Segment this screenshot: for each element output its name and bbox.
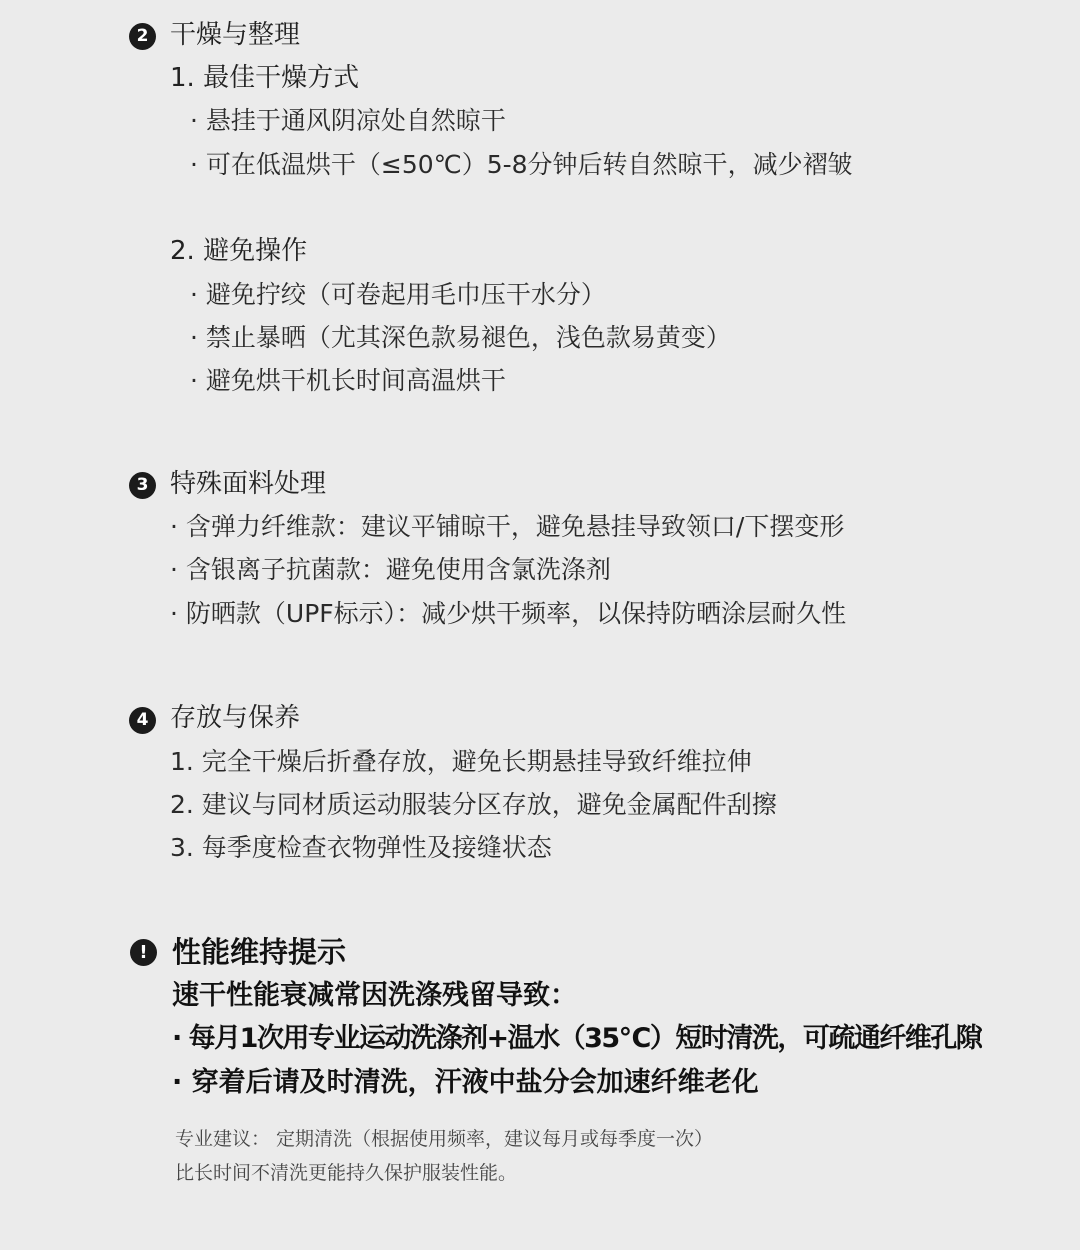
list-item: · 悬挂于通风阴凉处自然晾干 [190, 106, 506, 135]
section-title: 存放与保养 [170, 703, 301, 733]
note-line: 比长时间不清洗更能持久保护服装性能。 [175, 1162, 518, 1184]
section-number-badge: 2 [129, 23, 156, 50]
list-item: 1. 完全干燥后折叠存放，避免长期悬挂导致纤维拉伸 [170, 747, 752, 776]
tip-title: 性能维持提示 [172, 935, 347, 969]
list-item: · 避免烘干机长时间高温烘干 [190, 366, 506, 395]
section-title: 特殊面料处理 [170, 469, 327, 499]
list-item: 3. 每季度检查衣物弹性及接缝状态 [170, 833, 552, 862]
tip-item: · 每月1次用专业运动洗涤剂+温水（35℃）短时清洗，可疏通纤维孔隙 [172, 1023, 982, 1054]
note-line: 专业建议： 定期清洗（根据使用频率，建议每月或每季度一次） [175, 1128, 714, 1150]
subsection-title: 2. 避免操作 [170, 236, 308, 266]
subsection-title: 1. 最佳干燥方式 [170, 63, 360, 93]
tip-subtitle: 速干性能衰减常因洗涤残留导致： [172, 980, 577, 1011]
list-item: · 防晒款（UPF标示）：减少烘干频率，以保持防晒涂层耐久性 [170, 599, 847, 628]
section-number-badge: 3 [129, 472, 156, 499]
list-item: 2. 建议与同材质运动服装分区存放，避免金属配件刮擦 [170, 790, 777, 819]
section-title: 干燥与整理 [170, 20, 301, 50]
tip-item: · 穿着后请及时清洗，汗液中盐分会加速纤维老化 [172, 1067, 759, 1098]
list-item: · 含银离子抗菌款：避免使用含氯洗涤剂 [170, 555, 611, 584]
exclamation-icon: ! [130, 939, 157, 966]
list-item: · 禁止暴晒（尤其深色款易褪色，浅色款易黄变） [190, 323, 731, 352]
list-item: · 含弹力纤维款：建议平铺晾干，避免悬挂导致领口/下摆变形 [170, 512, 845, 541]
list-item: · 避免拧绞（可卷起用毛巾压干水分） [190, 280, 606, 309]
section-number-badge: 4 [129, 707, 156, 734]
list-item: · 可在低温烘干（≤50℃）5-8分钟后转自然晾干，减少褶皱 [190, 150, 853, 179]
